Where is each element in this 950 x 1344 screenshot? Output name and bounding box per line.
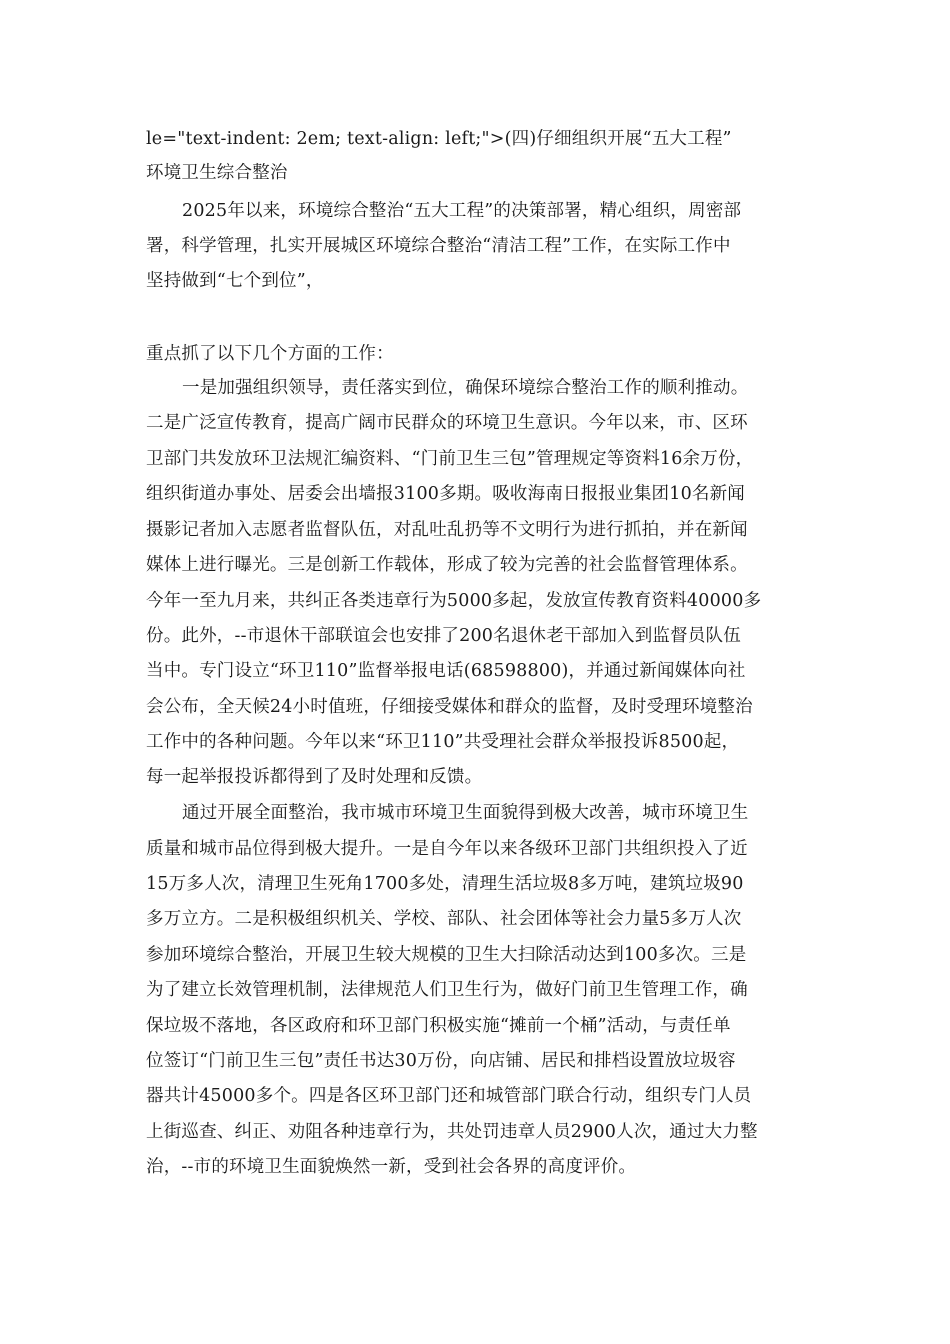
paragraph-line: 一是加强组织领导，责任落实到位，确保环境综合整治工作的顺利推动。 [182,378,749,398]
paragraph-line: 质量和城市品位得到极大提升。一是自今年以来各级环卫部门共组织投入了近 [146,839,748,859]
paragraph-line: 工作中的各种问题。今年以来“环卫110”共受理社会群众举报投诉8500起， [146,732,740,752]
paragraph-line: 每一起举报投诉都得到了及时处理和反馈。 [146,767,483,787]
paragraph-line: 2025年以来，环境综合整治“五大工程”的决策部署，精心组织，周密部 [182,201,742,221]
paragraph-line: 坚持做到“七个到位”， [146,271,324,291]
heading-continuation-line: 环境卫生综合整治 [146,163,288,183]
paragraph-line: 参加环境综合整治，开展卫生较大规模的卫生大扫除活动达到100多次。三是 [146,945,747,965]
paragraph-line: 摄影记者加入志愿者监督队伍，对乱吐乱扔等不文明行为进行抓拍，并在新闻 [146,520,748,540]
paragraph-line: 组织街道办事处、居委会出墙报3100多期。吸收海南日报报业集团10名新闻 [146,484,746,504]
paragraph-line: 上街巡查、纠正、劝阻各种违章行为，共处罚违章人员2900人次，通过大力整 [146,1122,758,1142]
paragraph-line: 重点抓了以下几个方面的工作： [146,344,394,364]
paragraph-line: 当中。专门设立“环卫110”监督举报电话(68598800)，并通过新闻媒体向社 [146,661,746,681]
paragraph-line: 治，--市的环境卫生面貌焕然一新，受到社会各界的高度评价。 [146,1157,637,1177]
paragraph-line: 媒体上进行曝光。三是创新工作载体，形成了较为完善的社会监督管理体系。 [146,555,748,575]
paragraph-line: 保垃圾不落地，各区政府和环卫部门积极实施“摊前一个桶”活动，与责任单 [146,1016,731,1036]
paragraph-line: 位签订“门前卫生三包”责任书达30万份，向店铺、居民和排档设置放垃圾容 [146,1051,736,1071]
paragraph-line: 会公布，全天候24小时值班，仔细接受媒体和群众的监督，及时受理环境整治 [146,697,753,717]
paragraph-line: 器共计45000多个。四是各区环卫部门还和城管部门联合行动，组织专门人员 [146,1086,752,1106]
paragraph-line: 为了建立长效管理机制，法律规范人们卫生行为，做好门前卫生管理工作，确 [146,980,748,1000]
paragraph-line: 份。此外，--市退休干部联谊会也安排了200名退休老干部加入到监督员队伍 [146,626,741,646]
paragraph-line: 多万立方。二是积极组织机关、学校、部队、社会团体等社会力量5多万人次 [146,909,742,929]
code-fragment-heading-line: le="text-indent: 2em; text-align: left;">(四)仔细组织开展“五大工程” [146,129,732,149]
paragraph-line: 15万多人次，清理卫生死角1700多处，清理生活垃圾8多万吨，建筑垃圾90 [146,874,744,894]
paragraph-line: 通过开展全面整治，我市城市环境卫生面貌得到极大改善，城市环境卫生 [182,803,749,823]
paragraph-line: 今年一至九月来，共纠正各类违章行为5000多起，发放宣传教育资料40000多 [146,591,762,611]
paragraph-line: 署，科学管理，扎实开展城区环境综合整治“清洁工程”工作，在实际工作中 [146,236,731,256]
paragraph-line: 二是广泛宣传教育，提高广阔市民群众的环境卫生意识。今年以来，市、区环 [146,413,748,433]
paragraph-line: 卫部门共发放环卫法规汇编资料、“门前卫生三包”管理规定等资料16余万份， [146,449,754,469]
